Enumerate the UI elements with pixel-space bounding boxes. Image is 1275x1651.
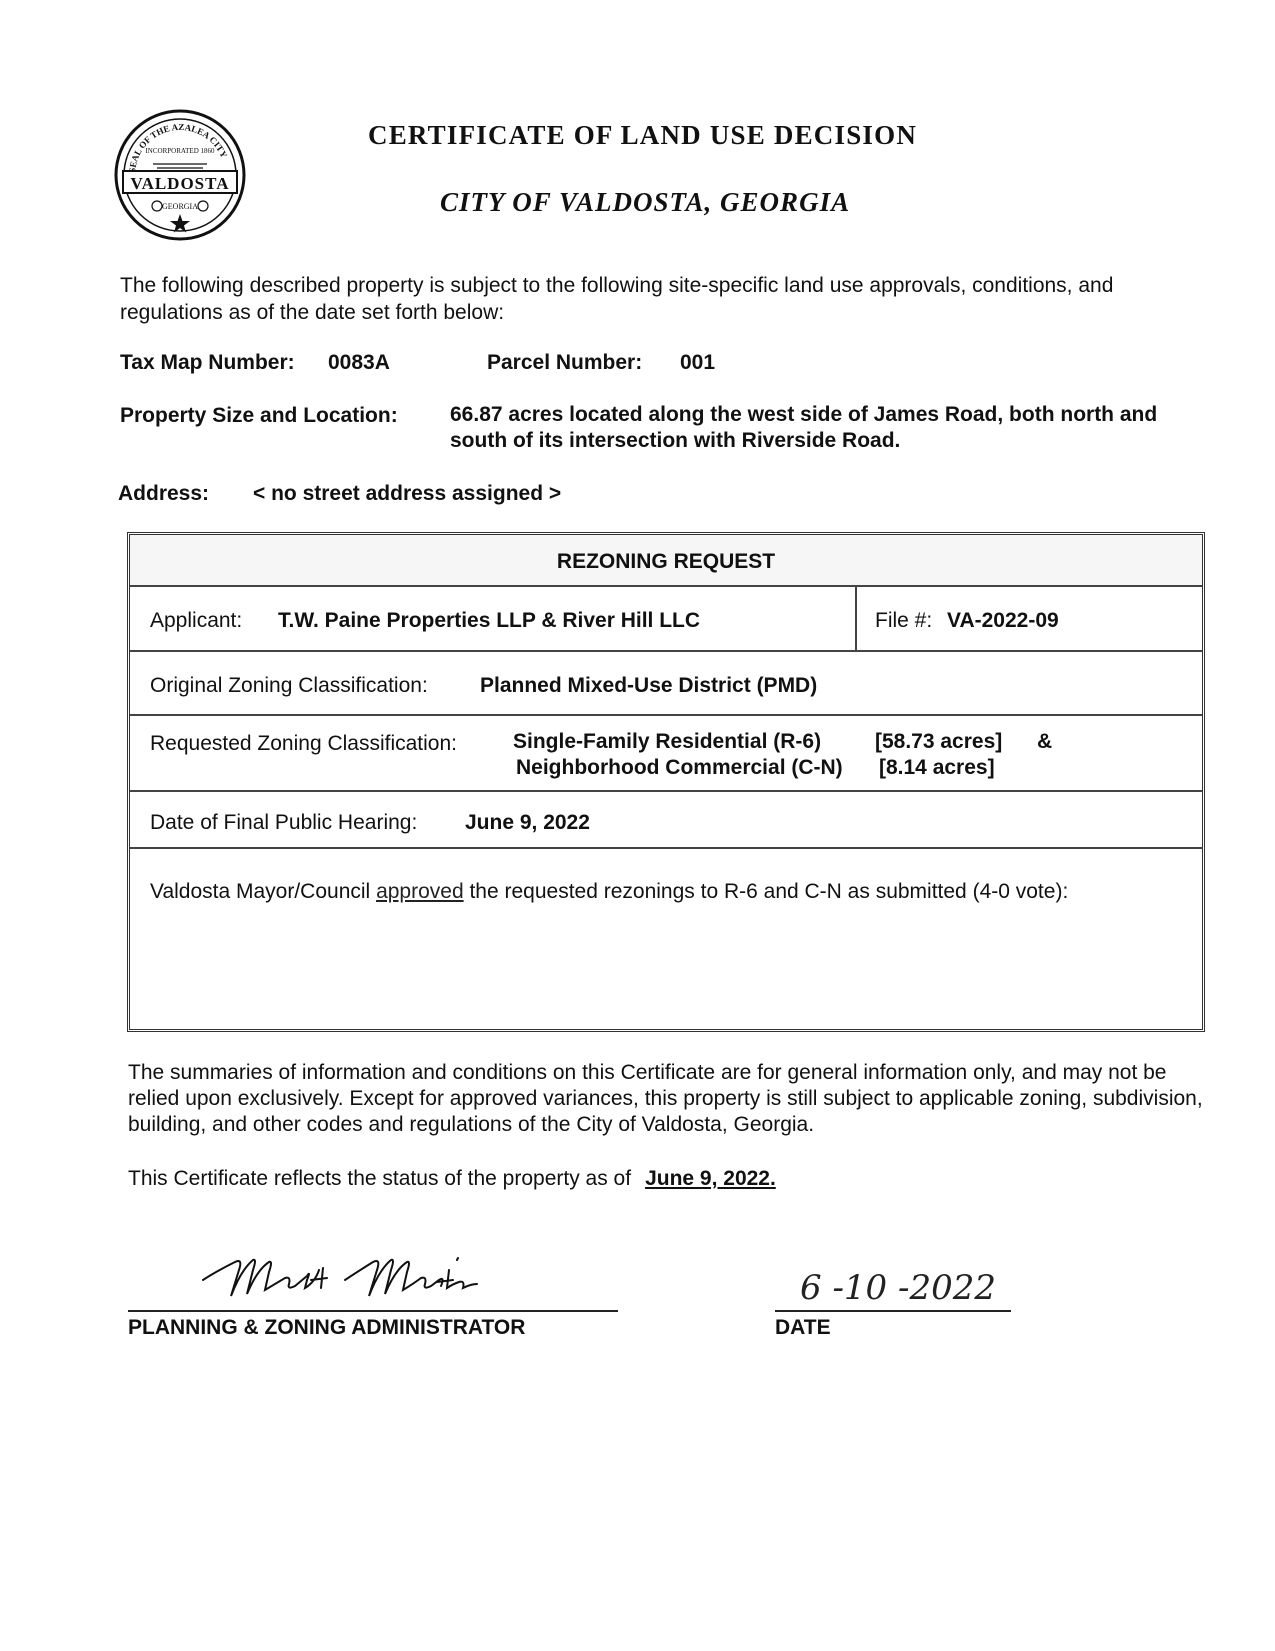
document-subtitle: CITY OF VALDOSTA, GEORGIA	[440, 187, 851, 217]
parcel-value: 001	[680, 351, 716, 374]
seal-city: VALDOSTA	[130, 174, 230, 193]
status-text: This Certificate reflects the status of the property as of	[128, 1167, 632, 1190]
rezoning-request-table	[127, 532, 1205, 1032]
original-zoning-label: Original Zoning Classification:	[150, 674, 428, 697]
table-heading: REZONING REQUEST	[556, 550, 776, 573]
requested-zoning-label: Requested Zoning Classification:	[150, 732, 458, 755]
status-line	[128, 1167, 776, 1191]
hearing-date: June 9, 2022	[465, 811, 590, 834]
city-seal	[113, 108, 247, 242]
decision-pre: Valdosta Mayor/Council	[150, 880, 377, 903]
property-size-value: 66.87 acres located along the west side of James Road, both north and south of its intersection with Riverside Road.	[450, 403, 1158, 452]
file-label: File #:	[875, 609, 933, 632]
status-date: June 9, 2022.	[645, 1167, 776, 1190]
requested-acres-r6: [58.73 acres]	[875, 730, 1003, 753]
requested-zoning-cn: Neighborhood Commercial (C-N)	[516, 756, 843, 779]
administrator-caption: PLANNING & ZONING ADMINISTRATOR	[128, 1316, 526, 1339]
address-label: Address:	[118, 482, 210, 505]
file-value: VA-2022-09	[947, 609, 1059, 632]
hearing-row	[130, 792, 1202, 849]
decision-post: the requested rezonings to R-6 and C-N as submitted (4-0 vote):	[463, 880, 1069, 903]
date-caption: DATE	[775, 1316, 831, 1339]
table-heading-row	[130, 535, 1202, 587]
requested-ampersand: &	[1037, 730, 1053, 753]
requested-acres-cn: [8.14 acres]	[879, 756, 995, 779]
parcel-label: Parcel Number:	[487, 351, 643, 374]
sun-icon	[153, 164, 207, 168]
intro-paragraph: The following described property is subject to the following site-specific land use approvals, conditions, and regulations as of the date set forth below:	[120, 274, 1114, 324]
decision-text	[150, 880, 1068, 904]
applicant-label: Applicant:	[150, 609, 243, 632]
column-divider	[855, 587, 857, 650]
signature-line	[128, 1310, 618, 1312]
tax-map-label: Tax Map Number:	[120, 351, 295, 374]
address-value: < no street address assigned >	[253, 482, 562, 505]
original-zoning-row	[130, 652, 1202, 716]
tax-map-value: 0083A	[328, 351, 390, 374]
date-line	[775, 1310, 1011, 1312]
decision-approved: approved	[376, 880, 464, 903]
administrator-signature	[195, 1240, 495, 1310]
hearing-label: Date of Final Public Hearing:	[150, 811, 418, 834]
handwritten-date: 6 -10 -2022	[800, 1268, 997, 1308]
summary-paragraph: The summaries of information and conditions on this Certificate are for general information only, and may not be relied upon exclusively. Except for approved variances, this property is still subject to applicable zoning, subdivision, building, and other codes and regulations of the City of Valdosta, Georgia.	[128, 1061, 1203, 1136]
requested-zoning-row	[130, 716, 1202, 792]
applicant-row	[130, 587, 1202, 652]
applicant-value: T.W. Paine Properties LLP & River Hill LLC	[278, 609, 701, 632]
original-zoning-value: Planned Mixed-Use District (PMD)	[480, 674, 818, 697]
requested-zoning-r6: Single-Family Residential (R-6)	[513, 730, 822, 753]
document-title: CERTIFICATE OF LAND USE DECISION	[368, 120, 918, 150]
property-size-label: Property Size and Location:	[120, 404, 398, 427]
seal-incorporated: INCORPORATED 1860	[145, 147, 215, 155]
seal-state: GEORGIA	[162, 202, 198, 211]
star-icon	[170, 214, 190, 233]
seal-top-text: EAL OF THE AZALEA CITY	[127, 121, 230, 169]
